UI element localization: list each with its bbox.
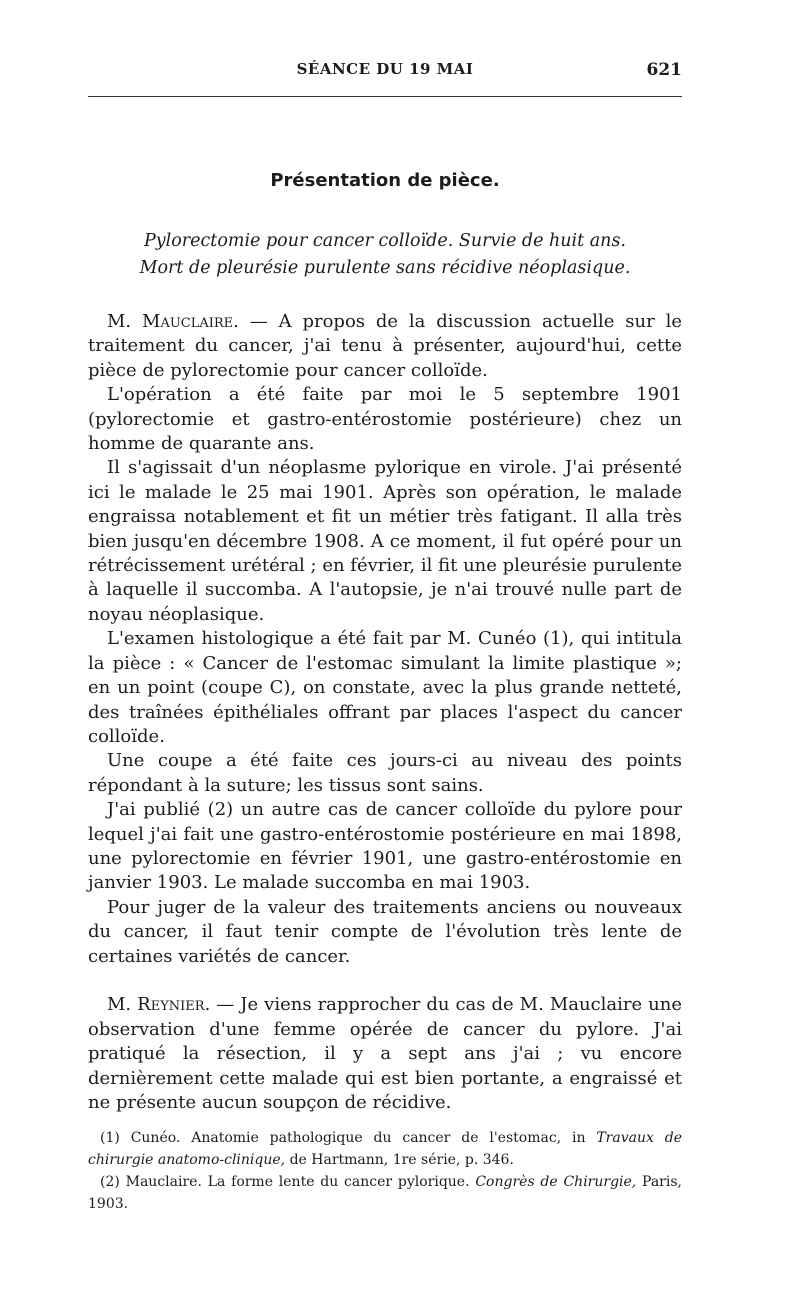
- footnote-text: (1) Cunéo. Anatomie pathologique du cancer de l'estomac, in: [100, 1130, 597, 1146]
- footnote-text: de Hartmann, 1re série, p. 346.: [285, 1152, 514, 1168]
- header-rule: [88, 96, 682, 97]
- footnote-text: (2) Mauclaire. La forme lente du cancer pylorique.: [100, 1174, 476, 1190]
- footnote-text: Paris, 1903.: [88, 1174, 682, 1212]
- page-number: 621: [646, 60, 682, 80]
- paragraph: L'examen histologique a été fait par M. Cunéo (1), qui intitula la pièce : « Cancer de l'estomac simulant la limite plastique »; en un point (coupe C), on constate, avec la plus grande netteté, des traînées épithéliales offrant par places l'aspect du cancer colloïde.: [88, 628, 682, 747]
- paragraph-reynier: [88, 993, 682, 1115]
- paragraph: Il s'agissait d'un néoplasme pylorique en virole. J'ai présenté ici le malade le 25 mai 1901. Après son opération, le malade engraissa notablement et fit un métier très fatigant. Il alla très bien jusqu'en décembre 1908. A ce moment, il fut opéré pour un rétrécissement urétéral ; en février, il fit une pleurésie purulente à laquelle il succomba. A l'autopsie, je n'ai trouvé nulle part de noyau néoplasique.: [88, 457, 682, 625]
- footnote-title: Congrès de Chirurgie,: [475, 1174, 637, 1190]
- paragraph-text: — A propos de la discussion actuelle sur le traitement du cancer, j'ai tenu à présenter, aujourd'hui, cette pièce de pylorectomie pour cancer colloïde.: [88, 311, 682, 381]
- running-header: [88, 60, 682, 86]
- paragraph: Pour juger de la valeur des traitements anciens ou nouveaux du cancer, il faut tenir compte de l'évolution très lente de certaines variétés de cancer.: [88, 896, 682, 967]
- running-title: SÉANCE DU 19 MAI: [296, 60, 474, 78]
- subtitle-line-2: Mort de pleurésie purulente sans récidive néoplasique.: [139, 258, 631, 278]
- speaker-mauclaire: M. Mauclaire.: [107, 311, 239, 332]
- paragraph: L'opération a été faite par moi le 5 septembre 1901 (pylorectomie et gastro-entérostomie postérieure) chez un homme de quarante ans.: [88, 384, 682, 455]
- footnote-title: Travaux de chirurgie anatomo-clinique,: [88, 1130, 682, 1168]
- footnotes: [88, 1127, 682, 1215]
- subtitle-line-1: Pylorectomie pour cancer colloïde. Survie de huit ans.: [143, 231, 626, 251]
- footnote-2: [88, 1171, 682, 1215]
- paragraph-mauclaire: [88, 310, 682, 383]
- body-text: [88, 310, 682, 1115]
- paragraph-text: — Je viens rapprocher du cas de M. Mauclaire une observation d'une femme opérée de cancer du pylore. J'ai pratiqué la résection, il y a sept ans j'ai ; vu encore dernièrement cette malade qui est bien portante, a engraissé et ne présente aucun soupçon de récidive.: [88, 994, 682, 1113]
- footnote-1: [88, 1127, 682, 1171]
- paragraph: Une coupe a été faite ces jours-ci au niveau des points répondant à la suture; les tissus sont sains.: [88, 750, 682, 796]
- section-title: Présentation de pièce.: [270, 170, 500, 191]
- paragraph: J'ai publié (2) un autre cas de cancer colloïde du pylore pour lequel j'ai fait une gastro-entérostomie postérieure en mai 1898, une pylorectomie en février 1901, une gastro-entérostomie en janvier 1903. Le malade succomba en mai 1903.: [88, 799, 682, 894]
- speaker-reynier: M. Reynier.: [107, 994, 211, 1016]
